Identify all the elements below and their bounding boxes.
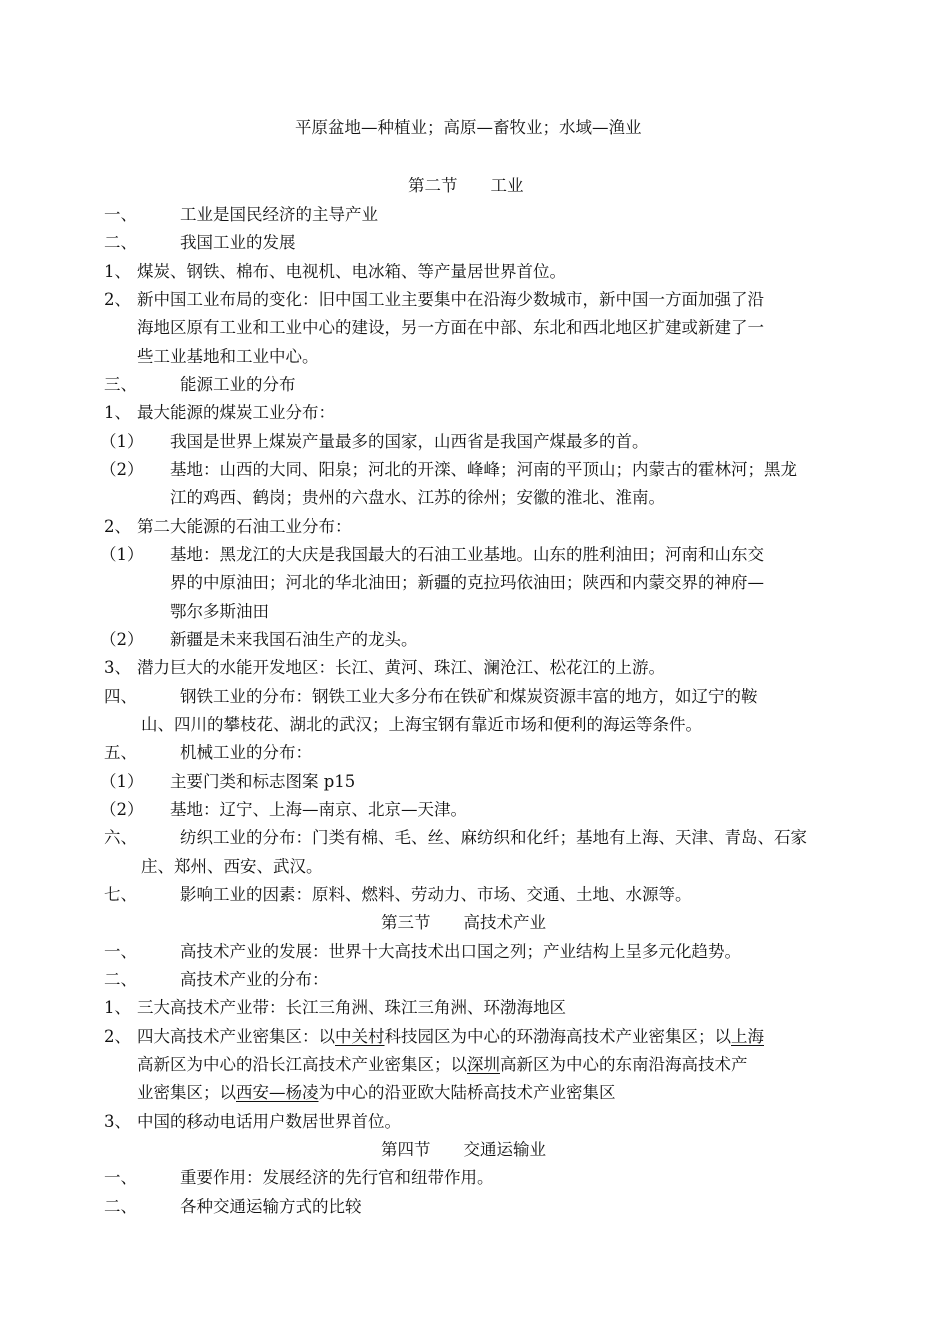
list-item	[0, 201, 950, 229]
list-marker: 1、	[104, 998, 131, 1017]
list-text: 最大能源的煤炭工业分布：	[137, 403, 335, 422]
list-item	[0, 654, 950, 682]
list-item	[0, 456, 950, 484]
list-text-continuation	[137, 1051, 748, 1079]
list-marker: 二、	[104, 233, 137, 252]
list-text: 机械工业的分布：	[180, 743, 312, 762]
list-marker: 六、	[104, 828, 137, 847]
list-text: 工业是国民经济的主导产业	[180, 205, 378, 224]
list-marker: （1）	[100, 545, 144, 564]
list-marker: 2、	[104, 1027, 131, 1046]
list-item	[0, 824, 950, 852]
top-line: 平原盆地—种植业；高原—畜牧业；水域—渔业	[295, 118, 642, 137]
list-text: 潜力巨大的水能开发地区：长江、黄河、珠江、澜沧江、松花江的上游。	[137, 658, 665, 677]
list-marker: 四、	[104, 687, 137, 706]
list-marker: （2）	[100, 630, 144, 649]
underlined-place: 上海	[731, 1027, 764, 1046]
list-text-continuation: 山、四川的攀枝花、湖北的武汉；上海宝钢有靠近市场和便利的海运等条件。	[141, 715, 702, 734]
list-text: 纺织工业的分布：门类有棉、毛、丝、麻纺织和化纤；基地有上海、天津、青岛、石家	[180, 828, 807, 847]
list-item	[0, 513, 950, 541]
list-marker: 一、	[104, 1168, 137, 1187]
list-item	[0, 541, 950, 569]
text-run: 高新区为中心的沿长江高技术产业密集区；以	[137, 1055, 467, 1074]
text-run: 业密集区；以	[137, 1083, 236, 1102]
list-marker: 一、	[104, 205, 137, 224]
list-item	[0, 1164, 950, 1192]
list-item	[0, 994, 950, 1022]
list-text: 我国工业的发展	[180, 233, 296, 252]
underlined-place: 深圳	[467, 1055, 500, 1074]
list-marker: 二、	[104, 970, 137, 989]
list-text: 三大高技术产业带：长江三角洲、珠江三角洲、环渤海地区	[137, 998, 566, 1017]
list-text: 影响工业的因素：原料、燃料、劳动力、市场、交通、土地、水源等。	[180, 885, 692, 904]
list-marker: 3、	[104, 1112, 131, 1131]
list-marker: （1）	[100, 432, 144, 451]
list-text: 新疆是未来我国石油生产的龙头。	[170, 630, 418, 649]
list-text-continuation: 界的中原油田；河北的华北油田；新疆的克拉玛依油田；陕西和内蒙交界的神府—	[170, 573, 764, 592]
list-item	[0, 796, 950, 824]
text-run: 科技园区为中心的环渤海高技术产业密集区；以	[384, 1027, 731, 1046]
list-item	[0, 371, 950, 399]
list-item	[0, 399, 950, 427]
text-run: 为中心的沿亚欧大陆桥高技术产业密集区	[318, 1083, 616, 1102]
list-text-continuation: 海地区原有工业和工业中心的建设，另一方面在中部、东北和西北地区扩建或新建了一	[137, 318, 764, 337]
list-text: 煤炭、钢铁、棉布、电视机、电冰箱、等产量居世界首位。	[137, 262, 566, 281]
text-run: 四大高技术产业密集区：以	[137, 1027, 335, 1046]
list-marker: 3、	[104, 658, 131, 677]
list-text: 主要门类和标志图案 p15	[170, 772, 356, 791]
list-marker: （2）	[100, 460, 144, 479]
section-4-heading: 第四节 交通运输业	[381, 1140, 546, 1159]
list-item	[0, 768, 950, 796]
list-marker: 1、	[104, 403, 131, 422]
list-item	[0, 683, 950, 711]
list-item	[0, 258, 950, 286]
list-text: 各种交通运输方式的比较	[180, 1197, 362, 1216]
list-text: 新中国工业布局的变化：旧中国工业主要集中在沿海少数城市，新中国一方面加强了沿	[137, 290, 764, 309]
list-item	[0, 626, 950, 654]
list-text: 钢铁工业的分布：钢铁工业大多分布在铁矿和煤炭资源丰富的地方，如辽宁的鞍	[180, 687, 758, 706]
list-item	[0, 938, 950, 966]
list-text: 高技术产业的发展：世界十大高技术出口国之列；产业结构上呈多元化趋势。	[180, 942, 741, 961]
section-2-heading: 第二节 工业	[408, 176, 524, 195]
list-text: 我国是世界上煤炭产量最多的国家，山西省是我国产煤最多的首。	[170, 432, 649, 451]
list-item	[0, 1023, 950, 1051]
list-text: 基地：辽宁、上海—南京、北京—天津。	[170, 800, 467, 819]
underlined-place: 西安—杨凌	[236, 1083, 319, 1102]
list-marker: 2、	[104, 517, 131, 536]
list-text: 高技术产业的分布：	[180, 970, 329, 989]
list-item	[0, 229, 950, 257]
list-marker: 五、	[104, 743, 137, 762]
list-marker: 二、	[104, 1197, 137, 1216]
list-item	[0, 966, 950, 994]
list-item	[0, 739, 950, 767]
list-marker: 1、	[104, 262, 131, 281]
list-text-continuation: 些工业基地和工业中心。	[137, 347, 319, 366]
list-text: 中国的移动电话用户数居世界首位。	[137, 1112, 401, 1131]
list-item	[0, 1108, 950, 1136]
list-text	[137, 1023, 764, 1051]
list-marker: （2）	[100, 800, 144, 819]
list-marker: 七、	[104, 885, 137, 904]
section-3-heading: 第三节 高技术产业	[381, 913, 546, 932]
list-marker: 一、	[104, 942, 137, 961]
list-item	[0, 881, 950, 909]
list-marker: （1）	[100, 772, 144, 791]
underlined-place: 中关村	[335, 1027, 385, 1046]
list-marker: 三、	[104, 375, 137, 394]
list-item	[0, 1193, 950, 1221]
list-text-continuation: 鄂尔多斯油田	[170, 602, 269, 621]
list-text-continuation: 江的鸡西、鹤岗；贵州的六盘水、江苏的徐州；安徽的淮北、淮南。	[170, 488, 665, 507]
list-marker: 2、	[104, 290, 131, 309]
list-text: 基地：山西的大同、阳泉；河北的开滦、峰峰；河南的平顶山；内蒙古的霍林河；黑龙	[170, 460, 797, 479]
list-text-continuation: 庄、郑州、西安、武汉。	[141, 857, 323, 876]
list-text: 重要作用：发展经济的先行官和纽带作用。	[180, 1168, 494, 1187]
list-text: 能源工业的分布	[180, 375, 296, 394]
list-item	[0, 286, 950, 314]
list-item	[0, 428, 950, 456]
text-run: 高新区为中心的东南沿海高技术产	[500, 1055, 748, 1074]
list-text: 第二大能源的石油工业分布：	[137, 517, 352, 536]
list-text: 基地：黑龙江的大庆是我国最大的石油工业基地。山东的胜利油田；河南和山东交	[170, 545, 764, 564]
list-text-continuation	[137, 1079, 616, 1107]
